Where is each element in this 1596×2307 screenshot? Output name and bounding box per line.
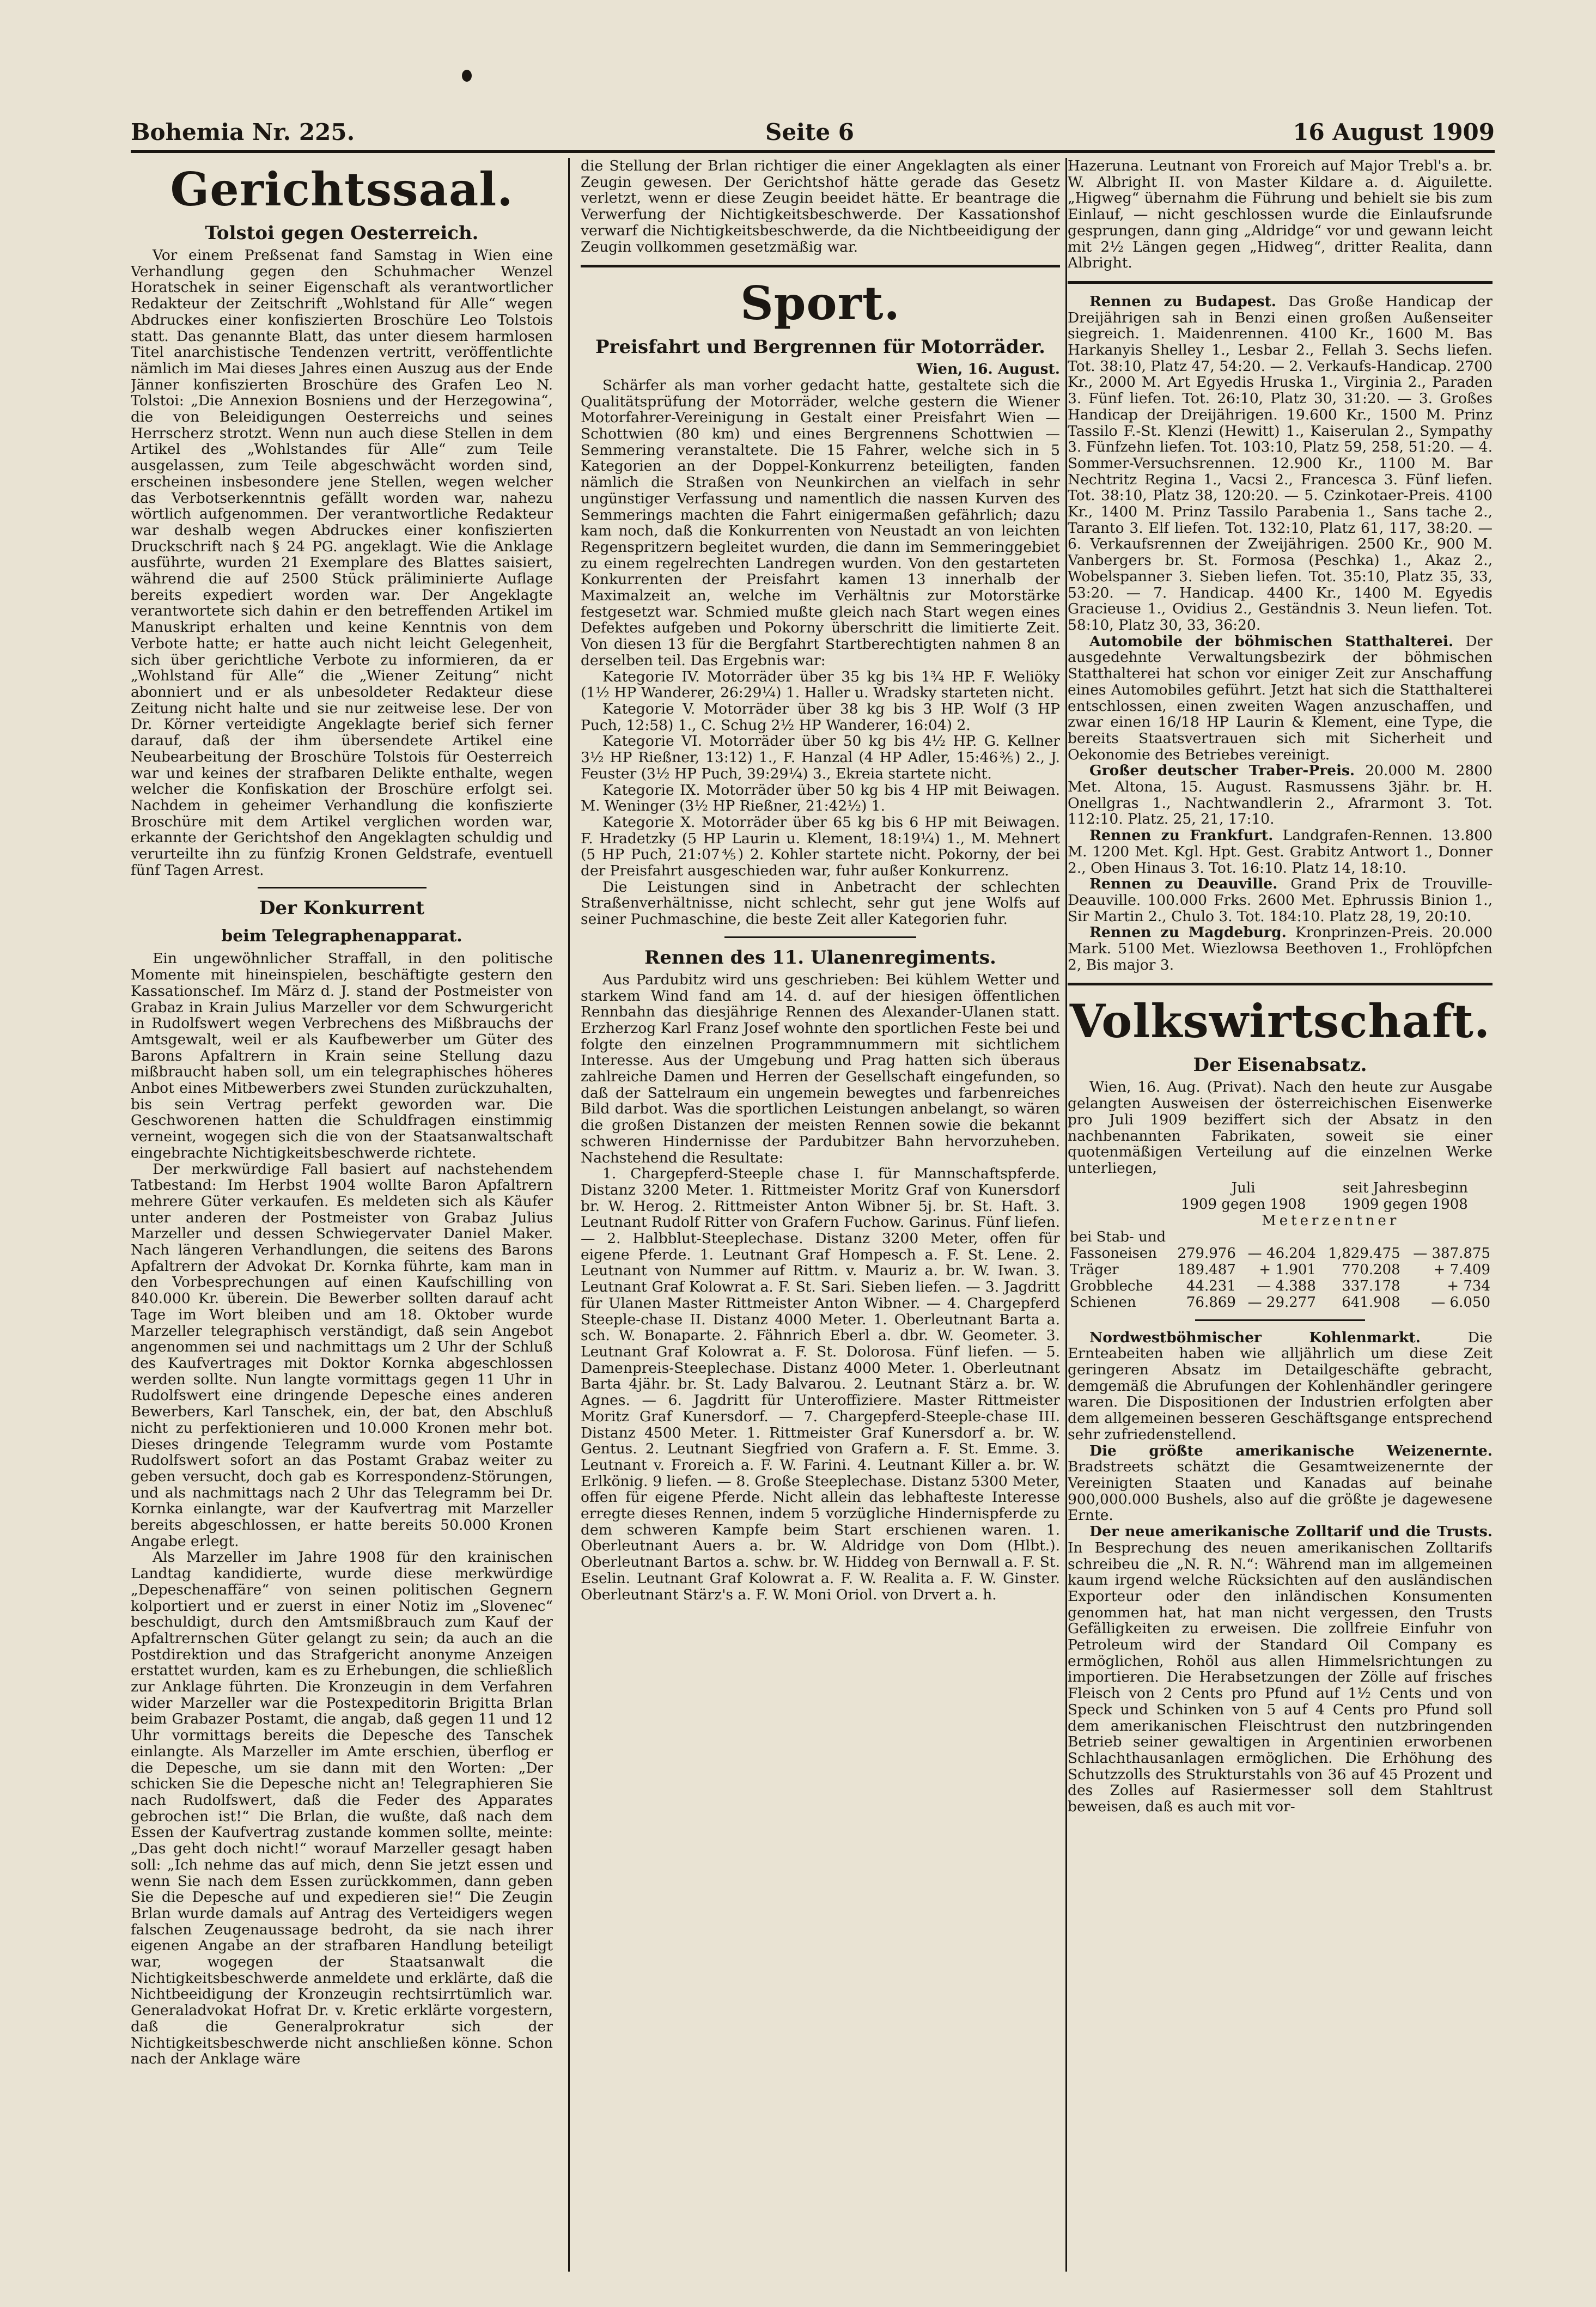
table-row <box>1068 1294 1493 1311</box>
issue-number: Bohemia Nr. 225. <box>131 119 355 145</box>
racing-text: Grand Prix de Trouville-Deauville. 100.000 Frks. 2600 Met. Ephrussis Binion 1., Sir Martin 2., Chulo 3. Tot. 184:10. Platz 28, 19, 20:10. <box>1068 875 1493 925</box>
result-category: Kategorie VI. Motorräder über 50 kg bis 4½ HP. G. Kellner 3½ HP Rießner, 13:12) 1., F. Hanzal (4 HP Adler, 15:46⅗) 2., J. Feuster (3½ HP Puch, 39:29¼) 3., Ekreia startete nicht. <box>581 733 1060 782</box>
table-row <box>1068 1213 1493 1229</box>
table-row <box>1068 1278 1493 1294</box>
table-cell: + 7.409 <box>1433 1261 1490 1278</box>
item-heading: Die größte amerikanische Weizenernte. <box>1089 1442 1493 1459</box>
table-cell: 44.231 <box>1186 1277 1236 1294</box>
article-paragraph: Die Leistungen sind in Anbetracht der schlechten Straßenverhältnisse, nicht schlecht, sehr gut jene Wolfs auf seiner Puchmaschine, die beste Zeit aller Kategorien fuhr. <box>581 878 1060 928</box>
divider <box>258 887 427 888</box>
article-title: Der Konkurrent <box>259 897 425 920</box>
racing-text: 20.000 M. 2800 Met. Altona, 15. August. Rasmussens 3jähr. br. H. Onellgras 1., Nachtwandlerin 2., Afrarmont 3. Tot. 112:10. Platz. 25, 21, 17:10. <box>1068 762 1493 828</box>
table-header: 1909 gegen 1908 <box>1180 1196 1306 1213</box>
article-title: Der Eisenabsatz. <box>1193 1054 1367 1076</box>
racing-item <box>1068 763 1493 827</box>
section-title-sport: Sport. <box>740 276 900 331</box>
table-cell: — 4.388 <box>1257 1277 1316 1294</box>
column-1 <box>131 158 553 2282</box>
divider <box>724 936 916 938</box>
table-cell: — 6.050 <box>1431 1294 1490 1311</box>
table-cell: 279.976 <box>1177 1245 1236 1262</box>
table-header: 1909 gegen 1908 <box>1343 1196 1468 1213</box>
racing-text: Landgrafen-Rennen. 13.800 M. 1200 Met. Kgl. Hpt. Gest. Grabitz Antwort 1., Donner 2., Oben Hinaus 3. Tot. 16:10. Platz 14, 18:10. <box>1068 827 1493 876</box>
racing-heading: Rennen zu Magdeburg. <box>1089 924 1287 941</box>
article-paragraph: Schärfer als man vorher gedacht hatte, gestaltete sich die Qualitätsprüfung der Motorräder, welche gestern die Wiener Motorfahrer-Vereinigung in Gestalt einer Preisfahrt Wien — Schottwien (80 km) und eines Bergrennens Schottwien — Semmering veranstaltete. Die 15 Fahrer, welche sich in 5 Kategorien an der Doppel-Konkurrenz beteiligten, fanden nämlich die Straßen von Neunkirchen an vielfach in sehr ungünstiger Verfassung und namentlich die nassen Kurven des Semmerings machten die Fahrt einigermaßen gefährlich; dazu kam noch, daß die Konkurrenten von Neustadt an von leichten Regenspritzern begleitet wurden, die dann im Semmeringgebiet zu einem regelrechten Landregen wurden. Von den gestarteten Konkurrenten der Preisfahrt kamen 13 innerhalb der Maximalzeit an, welche im Verhältnis zur Motorstärke festgesetzt war. Schmied mußte gleich nach Start wegen eines Defektes aufgeben und Pokorny überschritt die limitierte Zeit. Von diesen 13 für die Bergfahrt Startberechtigten nahmen 8 an derselben teil. Das Ergebnis war: <box>581 376 1060 669</box>
article-paragraph: Vor einem Preßsenat fand Samstag in Wien eine Verhandlung gegen den Schuhmacher Wenzel Horatschek in seiner Eigenschaft als verantwortlicher Redakteur der Zeitschrift „Wohlstand für Alle“ wegen Abdruckes einer konfiszierten Broschüre Leo Tolstois statt. Das genannte Blatt, das unter diesem harmlosen Titel anarchistische Tendenzen vertritt, veröffentlichte nämlich im Mai dieses Jahres einen Auszug aus der Ende Jänner konfiszierten Broschüre des Grafen Leo N. Tolstoi: „Die Annexion Bosniens und der Herzegowina“, die von Beleidigungen Oesterreichs und seines Herrscherz strotzt. Wenn nun auch diese Stellen in dem Artikel des „Wohlstandes für Alle“ zum Teile ausgelassen, zum Teile abgeschwächt worden sind, erscheinen insbesondere jene Stellen, wegen welcher das Verbotserkenntnis gefällt worden war, nahezu wörtlich aufgenommen. Der verantwortliche Redakteur war deshalb wegen Abdruckes einer konfiszierten Druckschrift nach § 24 PG. angeklagt. Wie die Anklage ausführte, wurden 21 Exemplare des Blattes saisiert, während die auf 2500 Stück präliminierte Auflage bereits expediert worden war. Der Angeklagte verantwortete sich dahin er den betreffenden Artikel im Manuskript erhalten und keine Kenntnis von dem Verbote hatte; er hatte auch nicht leicht Gelegenheit, sich über gerichtliche Verbote zu informieren, da er „Wohlstand für Alle“ die „Wiener Zeitung“ nicht abonniert und er als unbesoldeter Redakteur diese Zeitung nicht halte und sie nur zeitweise lese. Der von Dr. Körner verteidigte Angeklagte berief sich ferner darauf, daß der ihm übersendete Artikel eine Neubearbeitung der Broschüre Tolstois für Oesterreich war und keines der strafbaren Delikte enthalte, wegen welcher die Konfiskation der Broschüre erfolgt sei. Nachdem in geheimer Verhandlung die konfiszierte Broschüre mit dem Artikel verglichen worden war, erkannte der Gerichtshof den Angeklagten schuldig und verurteilte ihn zu fünfzig Kronen Geldstrafe, eventuell fünf Tagen Arrest. <box>131 247 553 879</box>
table-row <box>1068 1245 1493 1262</box>
table-row <box>1068 1262 1493 1278</box>
table-cell: Fassoneisen <box>1070 1245 1158 1262</box>
section-title-court: Gerichtssaal. <box>170 162 514 216</box>
economy-item <box>1068 1330 1493 1443</box>
article-paragraph: Wien, 16. Aug. (Privat). Nach den heute zur Ausgabe gelangten Ausweisen der österreichischen Eisenwerke pro Juli 1909 beziffert sich der Absatz in den nachbenannten Fabrikaten, soweit sie einer quotenmäßigen Verteilung auf die einzelnen Werke unterliegen, <box>1068 1079 1493 1177</box>
racing-item <box>1068 294 1493 634</box>
article-title: Rennen des 11. Ulanenregiments. <box>644 946 996 969</box>
table-cell: + 1.901 <box>1259 1261 1316 1278</box>
item-heading: Der neue amerikanische Zolltarif und die Trusts. <box>1089 1523 1493 1541</box>
table-cell: 76.869 <box>1186 1294 1236 1311</box>
table-cell: — 46.204 <box>1247 1245 1316 1262</box>
result-category: Kategorie X. Motorräder über 65 kg bis 6 HP mit Beiwagen. F. Hradetzky (5 HP Laurin u. Klement, 18:19¼) 1., M. Mehnert (5 HP Puch, 21:07⅘) 2. Kohler startete nicht. Pokorny, der bei der Preisfahrt ausgeschieden war, fuhr außer Konkurrenz. <box>581 813 1060 880</box>
table-cell: Grobbleche <box>1070 1277 1153 1294</box>
item-text: In Besprechung des neuen amerikanischen Zolltarifs schreibeu die „N. R. N.“: Während man im allgemeinen kaum irgend welche Rücksichten auf den ausländischen Exporteur oder den inländischen Konsumenten genommen hat, hat man nicht vergessen, den Trusts Gefälligkeiten zu erweisen. Die zollfreie Einfuhr von Petroleum wird der Standard Oil Company es ermöglichen, Rohöl aus allen Himmelsrichtungen zu importieren. Die Herabsetzungen der Zölle auf frisches Fleisch von 2 Cents pro Pfund auf 1½ Cents und von Speck und Schinken von 5 auf 4 Cents pro Pfund soll dem amerikanischen Fleischtrust den nutzbringenden Betrieb seiner gewaltigen in Argentinien erworbenen Schlachthausanlagen ermöglichen. Die Erhöhung des Schutzzolls des Strukturstahls von 36 auf 45 Prozent und des Zolles auf Rasiermesser soll dem Stahltrust beweisen, daß es auch mit vor- <box>1068 1539 1493 1816</box>
racing-text: Kronprinzen-Preis. 20.000 Mark. 5100 Met. Wiezlowsa Beethoven 1., Frohlöpfchen 2, Bis major 3. <box>1068 924 1493 973</box>
column-rule <box>1065 158 1067 2272</box>
article-paragraph: Aus Pardubitz wird uns geschrieben: Bei kühlem Wetter und starkem Wind fand am 14. d. auf der hiesigen öffentlichen Rennbahn das diesjährige Rennen des Alexander-Ulanen statt. Erzherzog Karl Franz Josef wohnte den sportlichen Feste bei und folgte den einzelnen Programmnummern mit sichtlichem Interesse. Aus der Umgebung und Prag hatten sich überaus zahlreiche Damen und Herren der Gesellschaft eingefunden, so daß der Sattelraum ein ungemein bewegtes und farbenreiches Bild darbot. Was die sportlichen Leistungen anbelangt, so wären die großen Distanzen der meisten Rennen sowie die bekannt schweren Hindernisse der Pardubitzer Bahn hervorzuheben. Nachstehend die Resultate: <box>581 971 1060 1166</box>
divider <box>1195 1319 1365 1321</box>
economy-item <box>1068 1443 1493 1524</box>
table-cell: 770.208 <box>1342 1261 1400 1278</box>
divider <box>1068 281 1493 284</box>
table-cell: Schienen <box>1070 1294 1136 1311</box>
racing-text: Das Große Handicap der Dreijährigen sah in Benzi einen großen Außenseiter siegreich. 1. Maidenrennen. 4100 Kr., 1600 M. Bas Harkanyis Shelley 1., Lesbar 2., Fellah 3. Sechs liefen. Tot. 38:10, Platz 47, 54:20. — 2. Verkaufs-Handicap. 2700 Kr., 2000 M. Art Egyedis Hruska 1., Virginia 2., Paraden 3. Fünf liefen. Tot. 26:10, Platz 30, 31:20. — 3. Großes Handicap der Dreijährigen. 19.600 Kr., 1500 M. Prinz Tassilo F.-St. Klenzi (Hewitt) 1., Kaiserulan 2., Sympathy 3. Fünfzehn liefen. Tot. 103:10, Platz 59, 258, 51:20. — 4. Sommer-Versuchsrennen. 12.900 Kr., 1100 M. Bar Nechtritz Regina 1., Vacsi 2., Francesca 3. Fünf liefen. Tot. 38:10, Platz 38, 120:20. — 5. Czinkotaer-Preis. 4100 Kr., 1400 M. Prinz Tassilo Parabenia 1., Sans tache 2., Taranto 3. Elf liefen. Tot. 132:10, Platz 61, 117, 38:20. — 6. Verkaufsrennen der Zweijährigen. 2500 Kr., 900 M. Vanbergers br. St. Formosa (Peschka) 1., Akaz 2., Wobelspanner 3. Sieben liefen. Tot. 35:10, Platz 35, 33, 53:20. — 7. Handicap. 4400 Kr., 1400 M. Egyedis Gracieuse 1., Ovidius 2., Geständnis 3. Neun liefen. Tot. 58:10, Platz 30, 33, 36:20. <box>1068 293 1493 634</box>
table-header: seit Jahresbeginn <box>1342 1179 1468 1196</box>
issue-date: 16 August 1909 <box>1293 119 1495 145</box>
table-cell: 189.487 <box>1177 1261 1236 1278</box>
column-3 <box>1068 158 1493 2282</box>
table-row <box>1068 1180 1493 1196</box>
dateline: Wien, 16. August. <box>916 361 1060 378</box>
table-cell: Träger <box>1070 1261 1119 1278</box>
racing-item <box>1068 924 1493 973</box>
table-header: Juli <box>1231 1179 1256 1196</box>
racing-item <box>1068 827 1493 876</box>
table-cell: 337.178 <box>1342 1277 1400 1294</box>
article-paragraph: Ein ungewöhnlicher Straffall, in den politische Momente mit hineinspielen, beschäftigte gestern den Kassationschef. Im März d. J. stand der Postmeister von Grabaz in Krain Julius Marzeller vor dem Schwurgericht in Rudolfswert wegen Verbrechens des Mißbrauchs der Amtsgewalt, weil er als Kaufbewerber um Güter des Barons Apfaltrern in Krain seine Stellung dazu mißbraucht haben soll, um ein telegraphisches höheres Anbot eines Mitbewerbers zwei Stunden zurückzuhalten, bis sein Vertrag perfekt geworden war. Die Geschworenen hatten die Schuldfragen einstimmig verneint, wogegen sich die von der Staatsanwaltschaft eingebrachte Nichtigkeitsbeschwerde richtete. <box>131 950 553 1161</box>
iron-sales-table <box>1068 1180 1493 1311</box>
racing-heading: Großer deutscher Traber-Preis. <box>1089 762 1355 780</box>
table-cell: bei Stab- und <box>1070 1228 1166 1245</box>
section-title-economy: Volkswirtschaft. <box>1069 994 1491 1049</box>
racing-item <box>1068 876 1493 924</box>
racing-text: Der ausgedehnte Verwaltungsbezirk der böhmischen Statthalterei hat schon vor einiger Zeit zur Anschaffung eines Automobiles geführt. Jetzt hat sich die Statthalterei entschlossen, einen zweiten Wagen anzuschaffen, und zwar einen 16/18 HP Laurin & Klement, eine Type, die bereits Staatsvertrauen sich mit Sicherheit und Oekonomie des Betriebes vereinigt. <box>1068 632 1493 763</box>
article-title: Tolstoi gegen Oesterreich. <box>205 222 479 244</box>
article-paragraph: Als Marzeller im Jahre 1908 für den krainischen Landtag kandidierte, wurde diese merkwürdige „Depeschenaffäre“ von seinen politischen Gegnern kolportiert und er zuerst in einer Notiz im „Slovenec“ beschuldigt, durch den Amtsmißbrauch zum Kauf der Apfaltrernschen Güter gelangt zu sein; da auch an die Postdirektion und das Strafgericht anonyme Anzeigen erstattet wurden, kam es zu Erhebungen, die schließlich zur Anklage führten. Die Kronzeugin in dem Verfahren wider Marzeller war die Postexpeditorin Brigitta Brlan beim Grabazer Postamt, die angab, daß gegen 11 und 12 Uhr vormittags bereits die Depesche des Tanschek einlangte. Als Marzeller im Amte erschien, überflog er die Depesche, um sie dann mit den Worten: „Der schicken Sie die Depesche nicht an! Telegraphieren Sie nach Rudolfswert, daß die Feder des Apparates gebrochen ist!“ Die Brlan, die wußte, daß nach dem Essen der Kaufvertrag zustande kommen sollte, meinte: „Das geht doch nicht!“ worauf Marzeller gesagt haben soll: „Ich nehme das auf mich, denn Sie jetzt essen und wenn Sie nach dem Essen zurückkommen, dann geben Sie die Depesche auf und expedieren sie!“ Die Zeugin Brlan wurde damals auf Antrag des Verteidigers wegen falschen Zeugenaussage bedroht, da sie nach ihrer eigenen Angabe an der strafbaren Handlung beteiligt war, wogegen der Staatsanwalt die Nichtigkeitsbeschwerde anmeldete und erklärte, daß die Nichtbeeidigung der Kronzeugin rechtsirrtümlich war. Generaladvokat Hofrat Dr. v. Kretic erklärte vorgestern, daß die Generalprokratur sich der Nichtigkeitsbeschwerde nicht anschließen könne. Schon nach der Anklage wäre <box>131 1549 553 2068</box>
continued-text: die Stellung der Brlan richtiger die einer Angeklagten als einer Zeugin gewesen. Der Gerichtshof hätte gerade das Gesetz verletzt, wenn er diese Zeugin beeidet hätte. Er beantrage die Verwerfung der Nichtigkeitsbeschwerde. Der Kassationshof verwarf die Nichtigkeitsbeschwerde, da die Nichtbeeidigung der Zeugin vollkommen gesetzmäßig war. <box>581 158 1060 255</box>
article-paragraph: Der merkwürdige Fall basiert auf nachstehendem Tatbestand: Im Herbst 1904 wollte Baron Apfaltrern mehrere Güter verkaufen. Es meldeten sich als Käufer unter anderen der Postmeister von Grabaz Julius Marzeller und dessen Schwiegervater Daniel Maker. Nach längeren Verhandlungen, die seitens des Barons Apfaltrern der Advokat Dr. Kornka führte, kam man in den Vorbesprechungen auf einen Kaufschilling von 840.000 Kr. überein. Die Bewerber sollten darauf acht Tage im Wort bleiben und am 18. Oktober wurde Marzeller telegraphisch verständigt, daß sein Angebot angenommen sei und nachmittags um 2 Uhr der Schluß des Kaufvertrages mit Doktor Kornka abgeschlossen werden sollte. Nun langte vormittags gegen 11 Uhr in Rudolfswert eine dringende Depesche eines anderen Bewerbers, Karl Tanschek, ein, der bat, den Abschluß nicht zu perfektionieren und 10.000 Kronen mehr bot. Dieses dringende Telegramm wurde vom Postamte Rudolfswert sofort an das Postamt Grabaz weiter zu geben versucht, doch gab es Korrespondenz-Störungen, und als nachmittags nach 2 Uhr das Telegramm bei Dr. Kornka einlangte, war der Kaufvertrag mit Marzeller bereits abgeschlossen, er hatte bereits 50.000 Kronen Angabe erlegt. <box>131 1160 553 1550</box>
table-cell: — 29.277 <box>1247 1294 1316 1311</box>
page-header <box>131 112 1495 153</box>
table-cell: 1,829.475 <box>1328 1245 1400 1262</box>
racing-heading: Rennen zu Budapest. <box>1089 293 1277 310</box>
table-cell: + 734 <box>1447 1277 1490 1294</box>
divider <box>581 265 1060 267</box>
racing-item <box>1068 634 1493 763</box>
item-heading: Nordwestböhmischer Kohlenmarkt. <box>1089 1329 1421 1346</box>
ink-blot <box>462 70 472 82</box>
column-rule <box>568 158 570 2272</box>
page-number: Seite 6 <box>765 119 854 145</box>
racing-heading: Rennen zu Deauville. <box>1089 875 1278 893</box>
table-row <box>1068 1196 1493 1213</box>
racing-heading: Rennen zu Frankfurt. <box>1089 827 1274 844</box>
table-row <box>1068 1229 1493 1245</box>
result-category: Kategorie IX. Motorräder über 50 kg bis 4 HP mit Beiwagen. M. Weninger (3½ HP Rießner, 21:42½) 1. <box>581 781 1060 815</box>
article-paragraph: 1. Chargepferd-Steeple chase I. für Mannschaftspferde. Distanz 3200 Meter. 1. Rittmeister Moritz Graf von Kunersdorf br. W. Herog. 2. Rittmeister Anton Wibner 5j. br. St. Haft. 3. Leutnant Rudolf Ritter von Grafern Fuchow. Garinus. Fünf liefen. — 2. Halbblut-Steeplechase. Distanz 3200 Meter, offen für eigene Pferde. 1. Leutnant Graf Hompesch a. F. St. Lene. 2. Leutnant von Nummer auf Rittm. v. Mauriz a. br. W. Iwan. 3. Leutnant Graf Kolowrat a. F. St. Sari. Sieben liefen. — 3. Jagdritt für Ulanen Master Rittmeister Anton Wibner. — 4. Chargepferd Steeple-chase II. Distanz 4000 Meter. 1. Oberleutnant Barta a. sch. W. Bonaparte. 2. Fähnrich Eberl a. dbr. W. Geometer. 3. Leutnant Graf Kolowrat a. F. St. Dolorosa. Fünf liefen. — 5. Damenpreis-Steeplechase. Distanz 4000 Meter. 1. Oberleutnant Barta 4jähr. br. St. Lady Balvarou. 2. Leutnant Stärz a. br. W. Agnes. — 6. Jagdritt für Unteroffiziere. Master Rittmeister Moritz Graf Kunersdorf. — 7. Chargepferd-Steeple-chase III. Distanz 4500 Meter. 1. Rittmeister Graf Kunersdorf a. br. W. Gentus. 2. Leutnant Siegfried von Grafern a. F. St. Emme. 3. Leutnant v. Froreich a. F. W. Farini. 4. Leutnant Killer a. br. W. Erlkönig. 9 liefen. — 8. Große Steeplechase. Distanz 5300 Meter, offen für eigene Pferde. Nicht allein das lebhafteste Interesse erregte dieses Rennen, indem 5 vorzügliche Hindernispferde zu dem schweren Kampfe beim Start erschienen waren. 1. Oberleutnant Auers a. br. W. Aldridge von Dom (Hlbt.). Oberleutnant Bartos a. schw. br. W. Hiddeg von Bernwall a. F. St. Eselin. Leutnant Graf Kolowrat a. F. W. Realita a. F. W. Ginster. Oberleutnant Stärz's a. F. W. Moni Oriol. von Drvert a. h. <box>581 1165 1060 1603</box>
item-text: Die Ernteabeiten haben wie alljährlich um diese Zeit geringeren Absatz im Detailgeschäfte gebracht, demgemäß die Abrufungen der Kohlenhändler geringere waren. Die Dispositionen der Industrien erfolgten aber dem allgemeinen besseren Geschäftsgange entsprechend sehr zufriedenstellend. <box>1068 1329 1493 1443</box>
article-subtitle: beim Telegraphenapparat. <box>221 927 462 946</box>
economy-item <box>1068 1524 1493 1815</box>
result-category: Kategorie IV. Motorräder über 35 kg bis 1¾ HP. F. Weliöky (1½ HP Wanderer, 26:29¼) 1. Haller u. Wradsky starteten nicht. <box>581 668 1060 702</box>
continued-text: Hazeruna. Leutnant von Froreich auf Major Trebl's a. br. W. Albright II. von Master Kildare a. d. Aiguilette. „Higweg“ übernahm die Führung und behielt sie bis zum Einlauf, — nicht geschlossen wurde die Einlaufsrunde gesprungen, dann ging „Aldridge“ vor und gewann leicht mit 2½ Längen gegen „Hidweg“, dritter Realita, dann Albright. <box>1068 158 1493 272</box>
result-category: Kategorie V. Motorräder über 38 kg bis 3 HP. Wolf (3 HP Puch, 12:58) 1., C. Schug 2½ HP Wanderer, 16:04) 2. <box>581 700 1060 734</box>
article-title: Preisfahrt und Bergrennen für Motorräder. <box>595 336 1045 358</box>
table-unit: Meterzentner <box>1262 1212 1400 1229</box>
divider <box>1068 983 1493 985</box>
racing-heading: Automobile der böhmischen Statthalterei. <box>1089 632 1454 650</box>
item-text: Bradstreets schätzt die Gesamtweizenernte der Vereinigten Staaten und Kanadas auf beinahe 900,000.000 Bushels, also auf die größte je dagewesene Ernte. <box>1068 1458 1493 1524</box>
table-cell: 641.908 <box>1342 1294 1400 1311</box>
table-cell: — 387.875 <box>1413 1245 1490 1262</box>
column-2 <box>581 158 1060 2282</box>
